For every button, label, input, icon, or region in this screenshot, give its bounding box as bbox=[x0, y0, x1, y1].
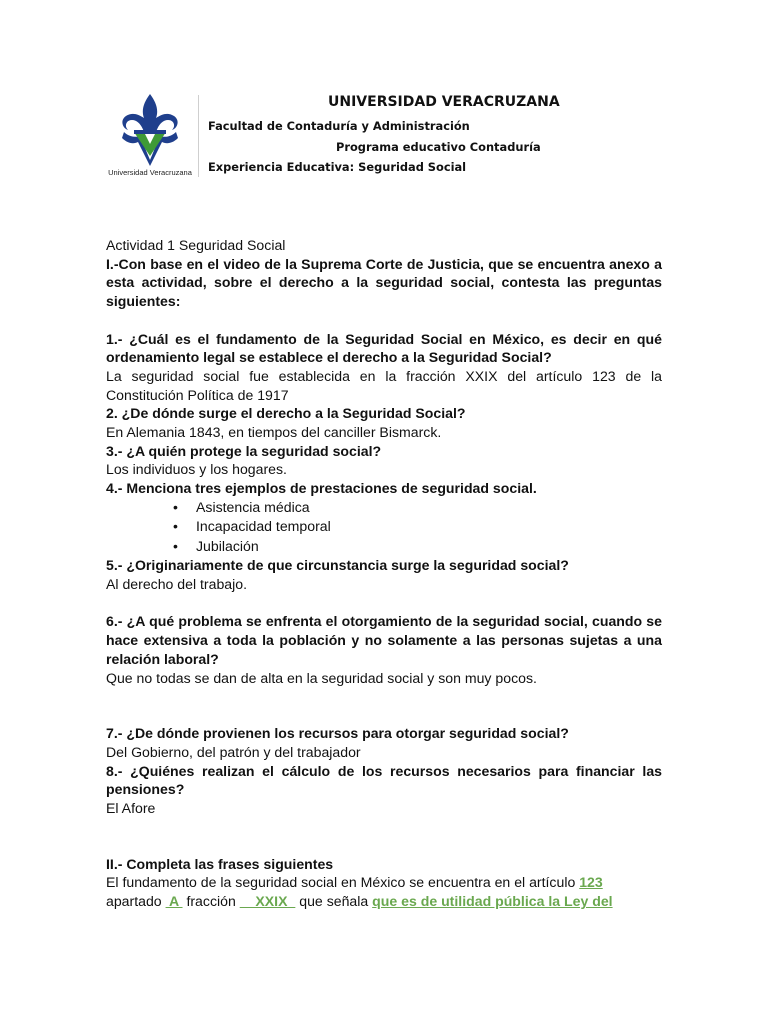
question-6: 6.- ¿A qué problema se enfrenta el otorgamiento de la seguridad social, cuando se hace extensiva a toda la población y no solamente a las personas sujetas a una relación laboral? bbox=[106, 613, 662, 667]
course-name: Experiencia Educativa: Seguridad Social bbox=[208, 160, 467, 174]
university-logo bbox=[104, 92, 196, 180]
spacer bbox=[106, 687, 662, 724]
spacer bbox=[106, 818, 662, 855]
university-name: UNIVERSIDAD VERACRUZANA bbox=[328, 94, 560, 110]
spacer bbox=[106, 311, 662, 330]
list-item: • Asistencia médica bbox=[196, 498, 662, 518]
blank-statement: que es de utilidad pública la Ley del bbox=[372, 893, 613, 910]
document-header bbox=[0, 0, 768, 200]
fill-in-sentence bbox=[106, 873, 662, 910]
answer-2: En Alemania 1843, en tiempos del canciller Bismarck. bbox=[106, 424, 442, 441]
blank-article: 123 bbox=[579, 874, 603, 891]
sentence-text: que señala bbox=[295, 893, 373, 910]
answer-6: Que no todas se dan de alta en la seguridad social y son muy pocos. bbox=[106, 669, 537, 686]
list-item: • Jubilación bbox=[196, 537, 662, 557]
answer-3: Los individuos y los hogares. bbox=[106, 461, 287, 478]
question-7: 7.- ¿De dónde provienen los recursos para otorgar seguridad social? bbox=[106, 725, 569, 742]
logo-caption: Universidad Veracruzana bbox=[108, 168, 192, 177]
answer-7: Del Gobierno, del patrón y del trabajador bbox=[106, 743, 361, 760]
sentence-text: El fundamento de la seguridad social en México se encuentra en el artículo bbox=[106, 874, 580, 891]
question-4: 4.- Menciona tres ejemplos de prestaciones de seguridad social. bbox=[106, 480, 537, 497]
faculty-name: Facultad de Contaduría y Administración bbox=[208, 119, 470, 133]
list-item: • Incapacidad temporal bbox=[196, 517, 662, 537]
answer-8: El Afore bbox=[106, 800, 156, 817]
question-5: 5.- ¿Originariamente de que circunstancia surge la seguridad social? bbox=[106, 557, 569, 574]
activity-intro: I.-Con base en el video de la Suprema Corte de Justicia, que se encuentra anexo a esta actividad, sobre el derecho a la seguridad social, contesta las preguntas siguientes: bbox=[106, 255, 662, 310]
program-name: Programa educativo Contaduría bbox=[336, 140, 541, 154]
header-divider bbox=[198, 95, 199, 177]
question-8: 8.- ¿Quiénes realizan el cálculo de los recursos necesarios para financiar las pensiones? bbox=[106, 762, 662, 798]
sentence-text: apartado bbox=[106, 893, 166, 910]
answer-5: Al derecho del trabajo. bbox=[106, 576, 248, 593]
question-3: 3.- ¿A quién protege la seguridad social? bbox=[106, 442, 382, 459]
answer-1: La seguridad social fue establecida en la fracción XXIX del artículo 123 de la Constitución Política de 1917 bbox=[106, 367, 662, 403]
question-2: 2. ¿De dónde surge el derecho a la Seguridad Social? bbox=[106, 405, 466, 422]
sentence-text: fracción bbox=[182, 893, 240, 910]
section-2-title: II.- Completa las frases siguientes bbox=[106, 855, 334, 872]
blank-fraccion: XXIX bbox=[239, 893, 296, 910]
spacer bbox=[106, 594, 662, 613]
document-body bbox=[106, 236, 662, 911]
fleur-de-lis-emblem-icon bbox=[104, 92, 196, 168]
activity-title: Actividad 1 Seguridad Social bbox=[106, 237, 286, 253]
benefits-list bbox=[106, 498, 662, 557]
blank-apartado: A bbox=[165, 893, 183, 910]
question-1: 1.- ¿Cuál es el fundamento de la Seguridad Social en México, es decir en qué ordenamiento legal se establece el derecho a la Seguridad Social? bbox=[106, 330, 662, 366]
